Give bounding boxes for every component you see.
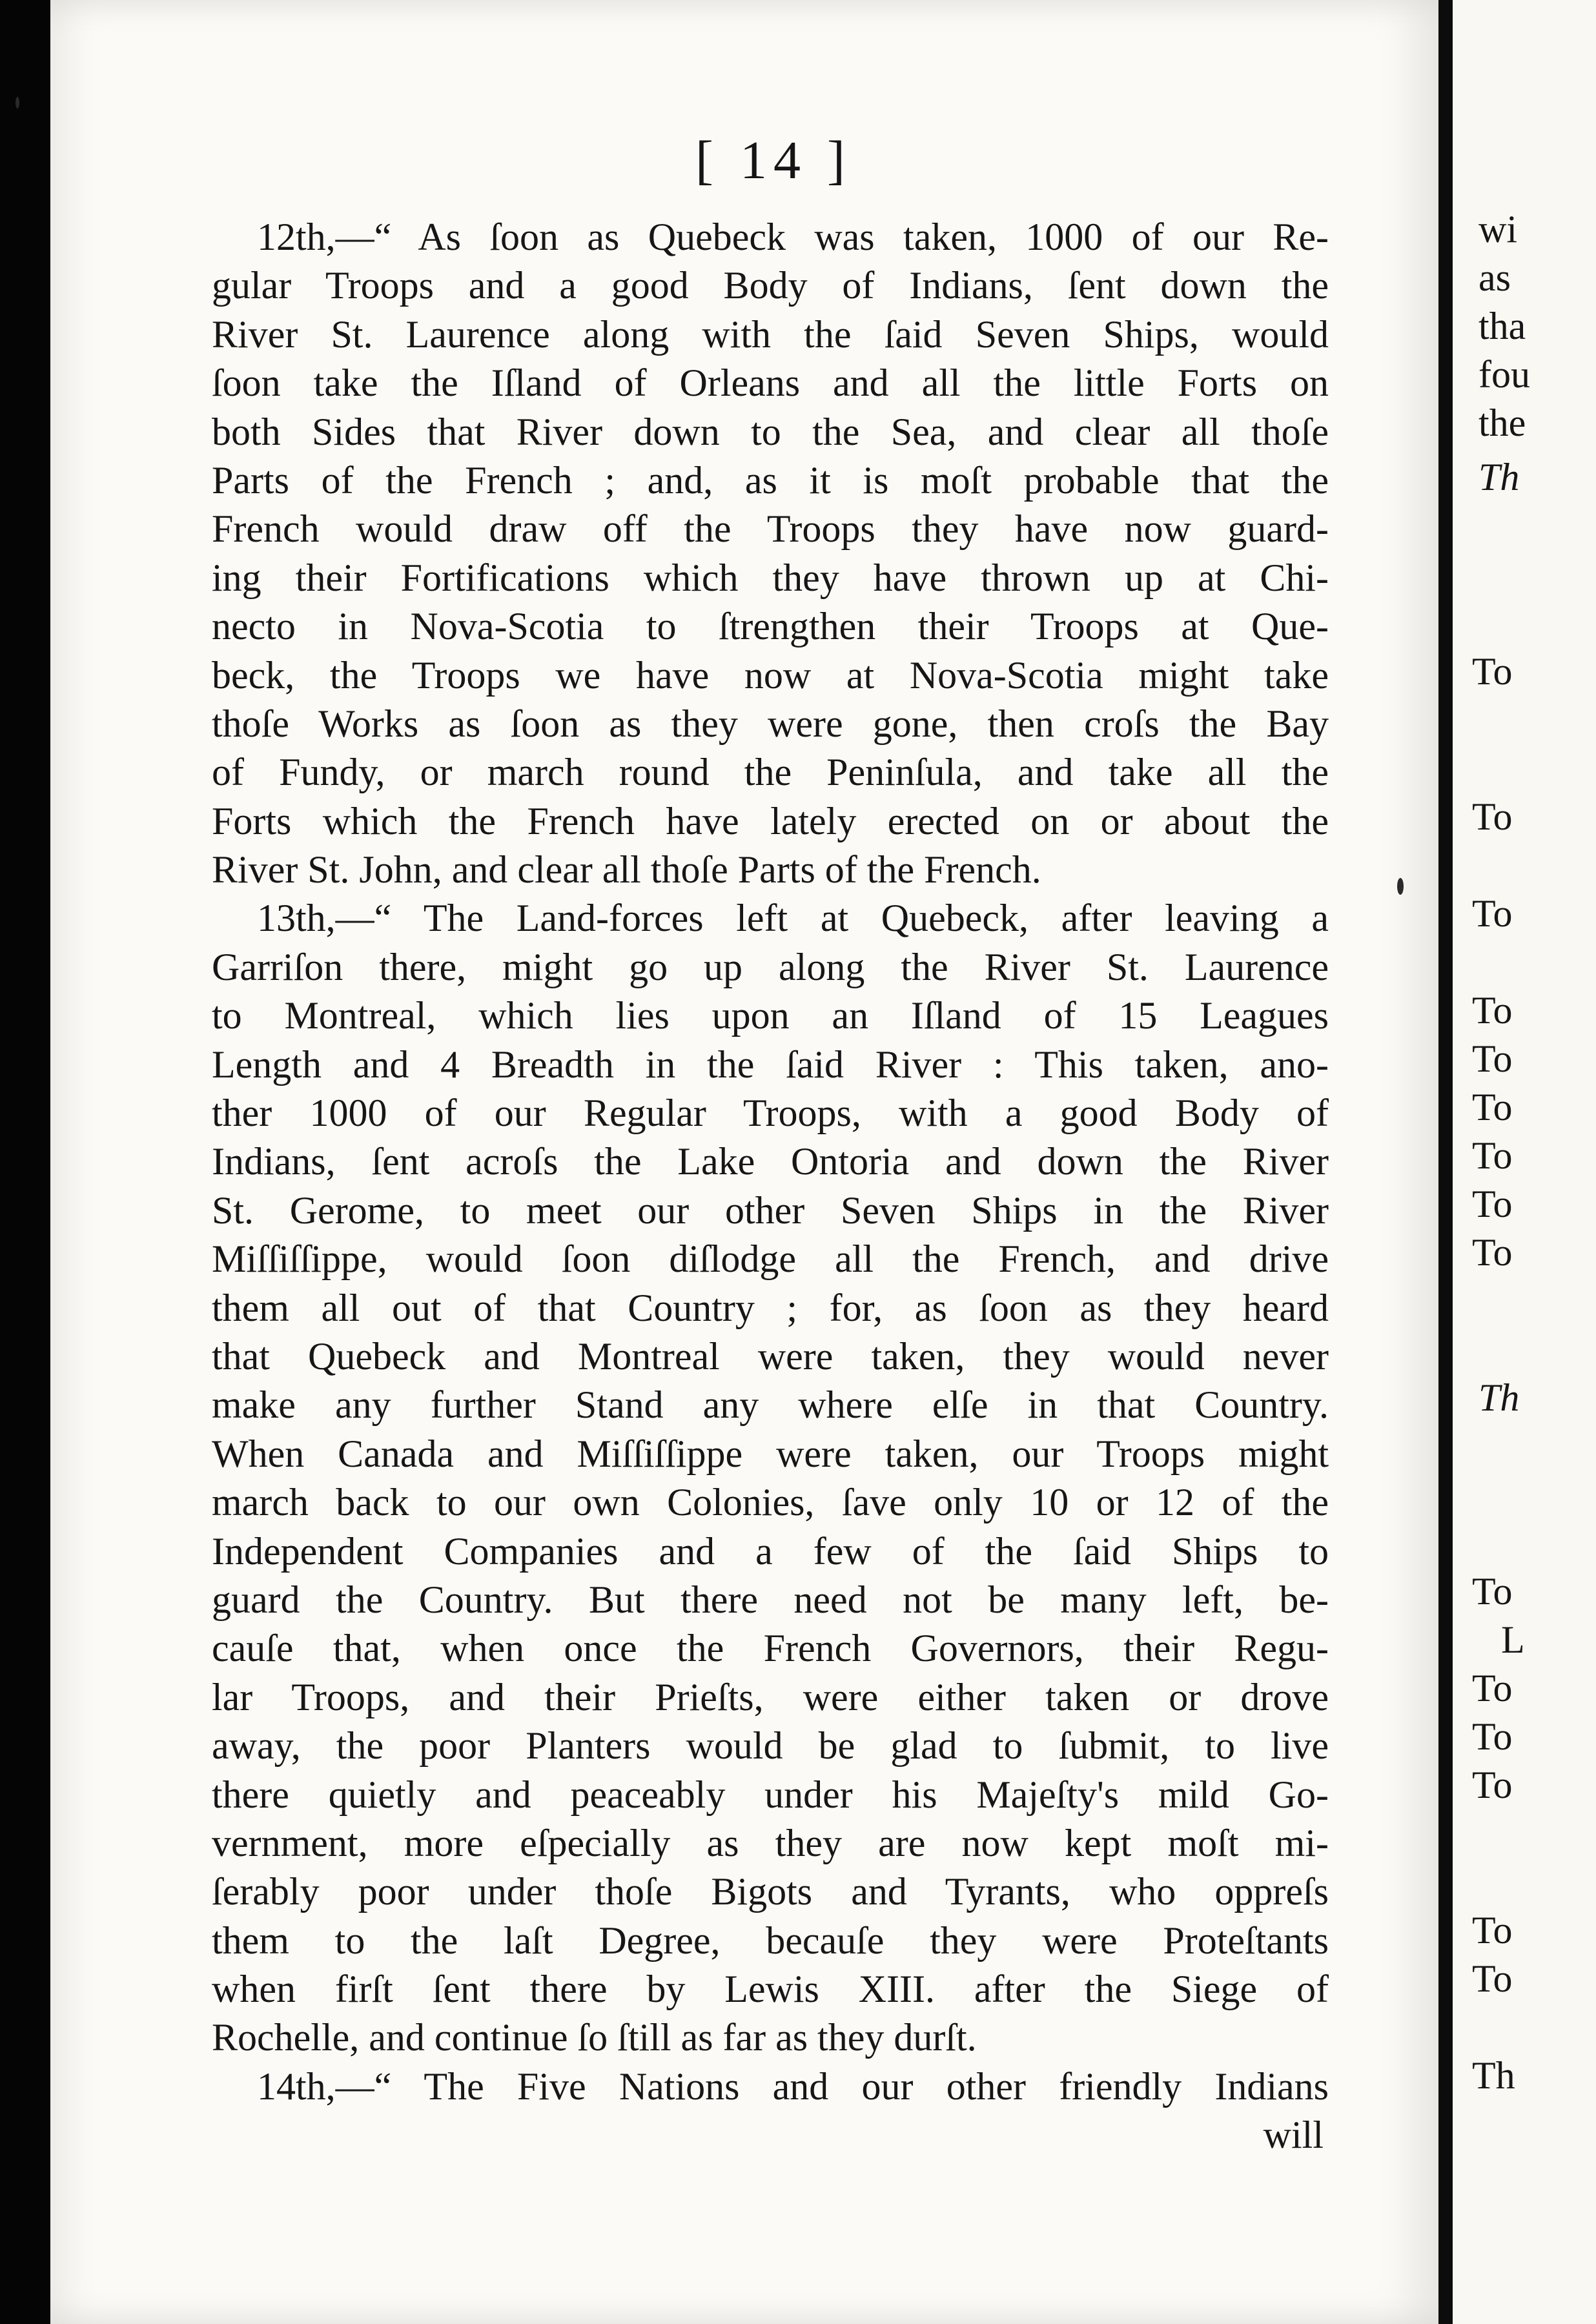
text-line: ther 1000 of our Regular Troops, with a good Body of	[212, 1092, 1329, 1135]
page-number-text: [ 14 ]	[695, 130, 852, 190]
facing-page-fragment: To	[1472, 650, 1513, 693]
facing-page-fragment: Th	[1478, 456, 1520, 498]
facing-page-fragment: To	[1472, 1764, 1513, 1806]
text-line: ſerably poor under thoſe Bigots and Tyrants, who oppreſs	[212, 1870, 1329, 1913]
text-line: lar Troops, and their Prieſts, were either taken or drove	[212, 1675, 1329, 1718]
book-gutter	[1438, 0, 1453, 2324]
text-line: of Fundy, or march round the Peninſula, and take all the	[212, 751, 1329, 794]
text-line: both Sides that River down to the Sea, and clear all thoſe	[212, 410, 1329, 453]
text-line: them all out of that Country ; for, as ſoon as they heard	[212, 1286, 1329, 1329]
facing-page-fragment: To	[1472, 1183, 1513, 1225]
facing-page-fragment: To	[1472, 1037, 1513, 1080]
text-line: there quietly and peaceably under his Majeſty's mild Go-	[212, 1773, 1329, 1816]
facing-page-fragment: To	[1472, 1086, 1513, 1128]
text-line: French would draw off the Troops they have now guard-	[212, 507, 1329, 551]
text-line: thoſe Works as ſoon as they were gone, then croſs the Bay	[212, 702, 1329, 745]
facing-page-fragment: the	[1478, 402, 1526, 444]
text-line: River St. Laurence along with the ſaid Seven Ships, would	[212, 312, 1329, 356]
text-line: When Canada and Miſſiſſippe were taken, our Troops might	[212, 1432, 1329, 1475]
text-line: when firſt ſent there by Lewis XIII. after the Siege of	[212, 1968, 1329, 2011]
text-line: necto in Nova-Scotia to ſtrengthen their Troops at Que-	[212, 605, 1329, 648]
text-line: cauſe that, when once the French Governors, their Regu-	[212, 1627, 1329, 1670]
text-line: them to the laſt Degree, becauſe they were Proteſtants	[212, 1919, 1329, 1962]
text-line: Rochelle, and continue ſo ſtill as far as they durſt.	[212, 2016, 977, 2059]
facing-page-fragment: To	[1472, 1957, 1513, 2000]
text-line: ing their Fortifications which they have thrown up at Chi-	[212, 556, 1329, 599]
facing-page-fragment: To	[1472, 1909, 1513, 1952]
facing-page-fragment: To	[1472, 1570, 1513, 1613]
text-line: Garriſon there, might go up along the River St. Laurence	[212, 945, 1329, 988]
text-line: Independent Companies and a few of the ſaid Ships to	[212, 1529, 1329, 1573]
text-line: Length and 4 Breadth in the ſaid River : This taken, ano-	[212, 1043, 1329, 1086]
text-line: Forts which the French have lately erected on or about the	[212, 799, 1329, 842]
text-line: gular Troops and a good Body of Indians, ſent down the	[212, 264, 1329, 307]
facing-page-fragment: fou	[1478, 353, 1530, 396]
text-line: beck, the Troops we have now at Nova-Scotia might take	[212, 653, 1329, 697]
text-line: that Quebeck and Montreal were taken, they would never	[212, 1334, 1329, 1378]
facing-page-fragment: To	[1472, 1715, 1513, 1758]
catchword: will	[1263, 2114, 1324, 2157]
text-line: guard the Country. But there need not be many left, be-	[212, 1578, 1329, 1621]
body-text	[212, 213, 1329, 2160]
facing-page	[1453, 0, 1596, 2324]
text-line: to Montreal, which lies upon an Iſland of 15 Leagues	[212, 994, 1329, 1037]
text-line: Miſſiſſippe, would ſoon diſlodge all the French, and drive	[212, 1238, 1329, 1281]
facing-page-fragment: as	[1478, 256, 1511, 299]
facing-page-fragment: To	[1472, 1667, 1513, 1709]
text-line: 12th,—“ As ſoon as Quebeck was taken, 1000 of our Re-	[257, 216, 1329, 258]
text-line: St. Gerome, to meet our other Seven Ships in the River	[212, 1188, 1329, 1232]
facing-page-fragment: L	[1501, 1618, 1525, 1661]
text-line: Indians, ſent acroſs the Lake Ontoria and down the River	[212, 1140, 1329, 1183]
text-line: march back to our own Colonies, ſave only 10 or 12 of the	[212, 1481, 1329, 1524]
facing-page-fragment: To	[1472, 795, 1513, 838]
text-line: Parts of the French ; and, as it is moſt probable that the	[212, 458, 1329, 502]
facing-page-fragment: tha	[1478, 305, 1526, 347]
scan-speck	[15, 97, 19, 108]
text-line: away, the poor Planters would be glad to ſubmit, to live	[212, 1724, 1329, 1768]
facing-page-fragment: Th	[1478, 1376, 1520, 1419]
text-line: 14th,—“ The Five Nations and our other friendly Indians	[257, 2064, 1329, 2108]
facing-page-fragment: To	[1472, 892, 1513, 935]
facing-page-fragment: wi	[1478, 208, 1517, 250]
text-line: 13th,—“ The Land-forces left at Quebeck, after leaving a	[257, 897, 1329, 940]
text-line: River St. John, and clear all thoſe Parts of the French.	[212, 848, 1041, 892]
facing-page-fragment: Th	[1472, 2054, 1515, 2097]
text-line: vernment, more eſpecially as they are now kept moſt mi-	[212, 1821, 1329, 1864]
page-number	[0, 129, 1596, 192]
text-line: make any further Stand any where elſe in that Country.	[212, 1383, 1329, 1427]
facing-page-fragment: To	[1472, 1231, 1513, 1274]
scan-speck	[1397, 878, 1404, 895]
text-line: ſoon take the Iſland of Orleans and all the little Forts on	[212, 362, 1329, 405]
facing-page-fragment: To	[1472, 989, 1513, 1032]
facing-page-fragment: To	[1472, 1134, 1513, 1177]
